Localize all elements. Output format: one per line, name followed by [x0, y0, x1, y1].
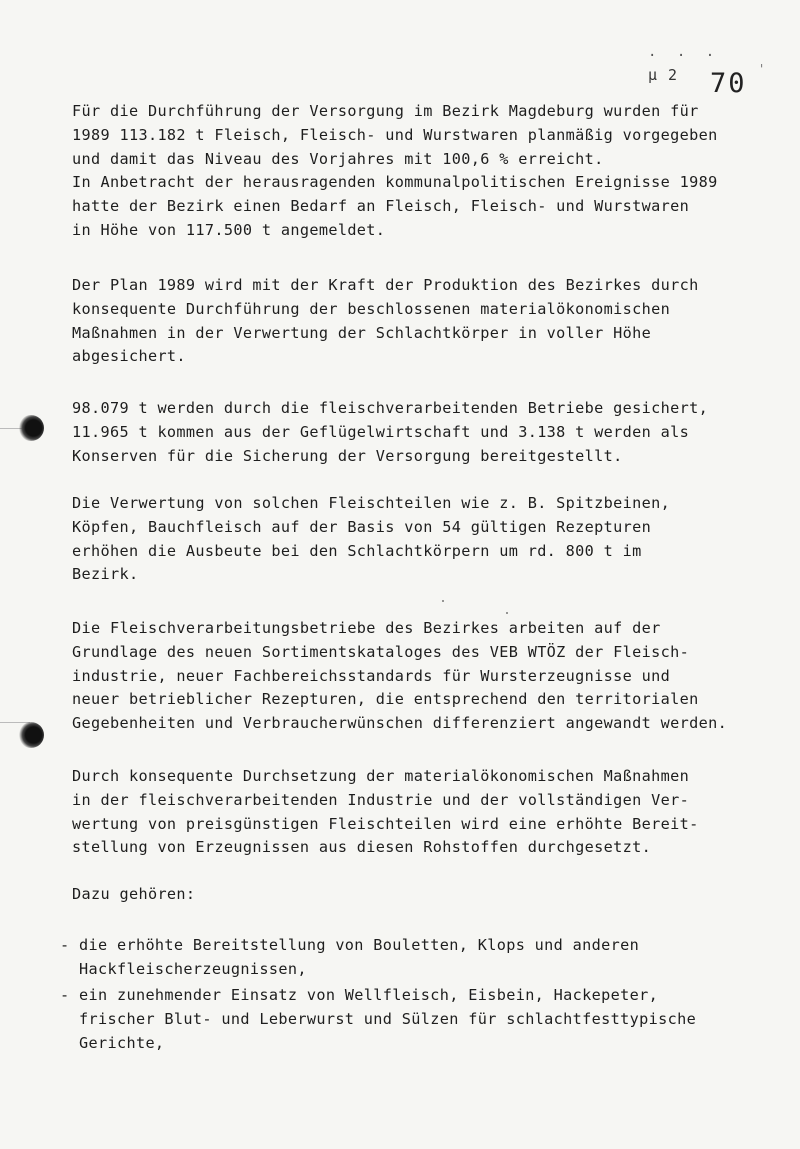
header-dots: . . . — [648, 44, 721, 60]
text-line: Konserven für die Sicherung der Versorgung bereitgestellt. — [72, 446, 623, 465]
paragraph-utilization — [72, 492, 762, 587]
bullet-line: - die erhöhte Bereitstellung von Bouletten, Klops und anderen — [60, 936, 640, 954]
text-line: 1989 113.182 t Fleisch, Fleisch- und Wurstwaren planmäßig vorgegeben — [72, 125, 718, 144]
paragraph-plan-1989 — [72, 274, 762, 369]
punch-hole-top — [18, 415, 44, 441]
bullet-line: Hackfleischerzeugnissen, — [60, 959, 307, 978]
punch-hole-bottom — [18, 722, 44, 748]
text-line: in Höhe von 117.500 t angemeldet. — [72, 220, 386, 239]
text-line: Maßnahmen in der Verwertung der Schlachtkörper in voller Höhe — [72, 323, 652, 342]
text-line: In Anbetracht der herausragenden kommunalpolitischen Ereignisse 1989 — [72, 173, 718, 192]
text-line: Dazu gehören: — [72, 885, 196, 903]
text-line: wertung von preisgünstigen Fleischteilen wird eine erhöhte Bereit- — [72, 814, 699, 833]
text-line: Bezirk. — [72, 565, 139, 584]
text-line: konsequente Durchführung der beschlossenen materialökonomischen — [72, 299, 671, 318]
text-line: Die Verwertung von solchen Fleischteilen wie z. B. Spitzbeinen, — [72, 494, 671, 512]
page-number: 70 — [710, 68, 747, 99]
bullet-line: - ein zunehmender Einsatz von Wellfleisch, Eisbein, Hackepeter, — [60, 986, 659, 1004]
text-line: Köpfen, Bauchfleisch auf der Basis von 54 gültigen Rezepturen — [72, 517, 652, 536]
bullet-item — [60, 934, 750, 982]
paragraph-measures — [72, 765, 762, 860]
text-line: 98.079 t werden durch die fleischverarbeitenden Betriebe gesichert, — [72, 399, 709, 417]
bullet-line: Gerichte, — [60, 1033, 165, 1052]
text-line: Gegebenheiten und Verbraucherwünschen differenziert angewandt werden. — [72, 714, 728, 733]
text-line: Für die Durchführung der Versorgung im Bezirk Magdeburg wurden für — [72, 102, 699, 120]
paper-speck — [506, 612, 508, 614]
text-line: Die Fleischverarbeitungsbetriebe des Bezirkes arbeiten auf der — [72, 619, 661, 637]
text-line: Durch konsequente Durchsetzung der materialökonomischen Maßnahmen — [72, 767, 690, 785]
text-line: 11.965 t kommen aus der Geflügelwirtschaft und 3.138 t werden als — [72, 422, 690, 441]
bullet-line: frischer Blut- und Leberwurst und Sülzen für schlachtfesttypische — [60, 1009, 697, 1028]
paragraph-includes — [72, 883, 762, 907]
text-line: abgesichert. — [72, 347, 186, 366]
paragraph-supply-plan — [72, 100, 762, 243]
text-line: hatte der Bezirk einen Bedarf an Fleisch, Fleisch- und Wurstwaren — [72, 197, 690, 216]
text-line: industrie, neuer Fachbereichsstandards für Wursterzeugnisse und — [72, 666, 671, 685]
text-line: Der Plan 1989 wird mit der Kraft der Produktion des Bezirkes durch — [72, 276, 699, 294]
paper-speck — [442, 600, 444, 602]
text-line: in der fleischverarbeitenden Industrie und der vollständigen Ver- — [72, 790, 690, 809]
text-line: stellung von Erzeugnissen aus diesen Rohstoffen durchgesetzt. — [72, 838, 652, 857]
text-line: erhöhen die Ausbeute bei den Schlachtkörpern um rd. 800 t im — [72, 541, 642, 560]
paragraph-processing-plants — [72, 617, 762, 736]
text-line: Grundlage des neuen Sortimentskataloges des VEB WTÖZ der Fleisch- — [72, 642, 690, 661]
text-line: neuer betrieblicher Rezepturen, die entsprechend den territorialen — [72, 690, 699, 709]
header-tick: ' — [758, 62, 766, 76]
bullet-item — [60, 984, 750, 1055]
header-mark: μ 2 — [648, 66, 679, 84]
paragraph-sources — [72, 397, 762, 468]
text-line: und damit das Niveau des Vorjahres mit 100,6 % erreicht. — [72, 149, 604, 168]
